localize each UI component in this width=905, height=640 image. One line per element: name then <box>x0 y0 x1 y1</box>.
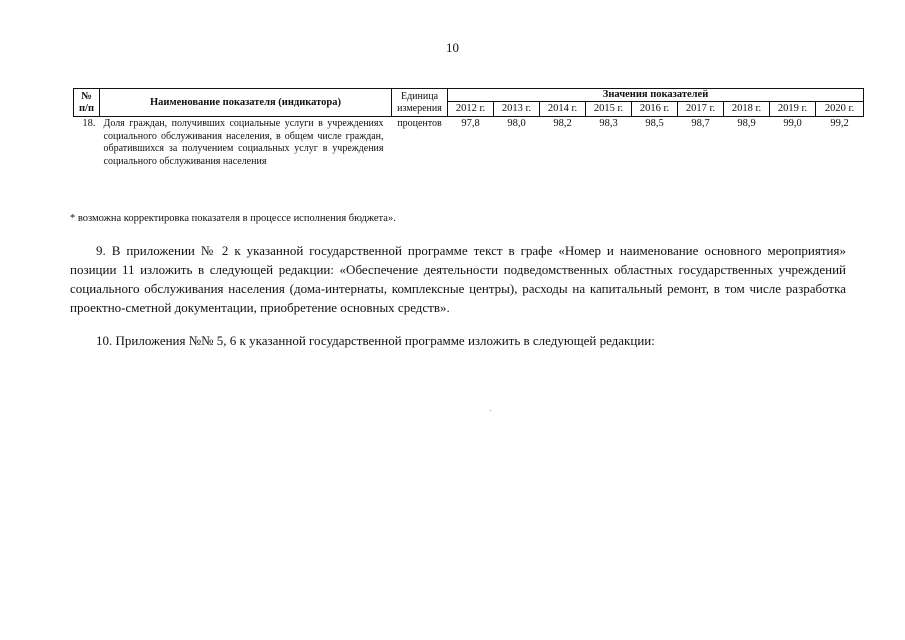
header-name: Наименование показателя (индикатора) <box>100 89 392 117</box>
indicators-table <box>73 88 864 169</box>
indicator-unit: процентов <box>397 118 442 129</box>
value-cell: 98,9 <box>737 118 756 129</box>
header-unit: Единица измерения <box>392 89 448 117</box>
header-no: № п/п <box>74 89 100 117</box>
value-cell: 98,2 <box>553 118 572 129</box>
value-cell: 99,2 <box>830 118 849 129</box>
header-year: 2020 г. <box>816 102 864 117</box>
header-year: 2013 г. <box>494 102 540 117</box>
header-year: 2015 г. <box>586 102 632 117</box>
paragraph-10: 10. Приложения №№ 5, 6 к указанной государственной программе изложить в следующей редакции: <box>96 333 655 348</box>
header-year: 2016 г. <box>632 102 678 117</box>
value-cell: 97,8 <box>461 118 480 129</box>
value-cell: 99,0 <box>783 118 802 129</box>
value-cell: 98,5 <box>645 118 664 129</box>
value-cell: 98,3 <box>599 118 618 129</box>
table-row <box>74 117 864 170</box>
row-number: 18. <box>82 118 96 129</box>
value-cell: 98,0 <box>507 118 526 129</box>
header-year: 2012 г. <box>448 102 494 117</box>
header-year: 2018 г. <box>724 102 770 117</box>
paragraph-9: 9. В приложении № 2 к указанной государственной программе текст в графе «Номер и наименование основного мероприятия» позиции 11 изложить в следующей редакции: «Обеспечение деятельности подведомственных областных государственных учреждений социального обслуживания населения (дома-интернаты, комплексные центры), расходы на капитальный ремонт, в том числе разработка проектно-сметной документации, приобретение основных средств». <box>70 243 846 315</box>
header-year: 2017 г. <box>678 102 724 117</box>
footnote: * возможна корректировка показателя в процессе исполнения бюджета». <box>70 213 396 224</box>
indicator-name: Доля граждан, получивших социальные услуги в учреждениях социального обслуживания населения, в общем числе граждан, обратившихся за получением социальных услуг в учреждения социального обслуживания населения <box>103 118 384 167</box>
header-year: 2014 г. <box>540 102 586 117</box>
header-year: 2019 г. <box>770 102 816 117</box>
value-cell: 98,7 <box>691 118 710 129</box>
header-values-group: Значения показателей <box>448 89 864 102</box>
page-number: 10 <box>446 40 459 55</box>
scan-speck <box>490 410 491 411</box>
